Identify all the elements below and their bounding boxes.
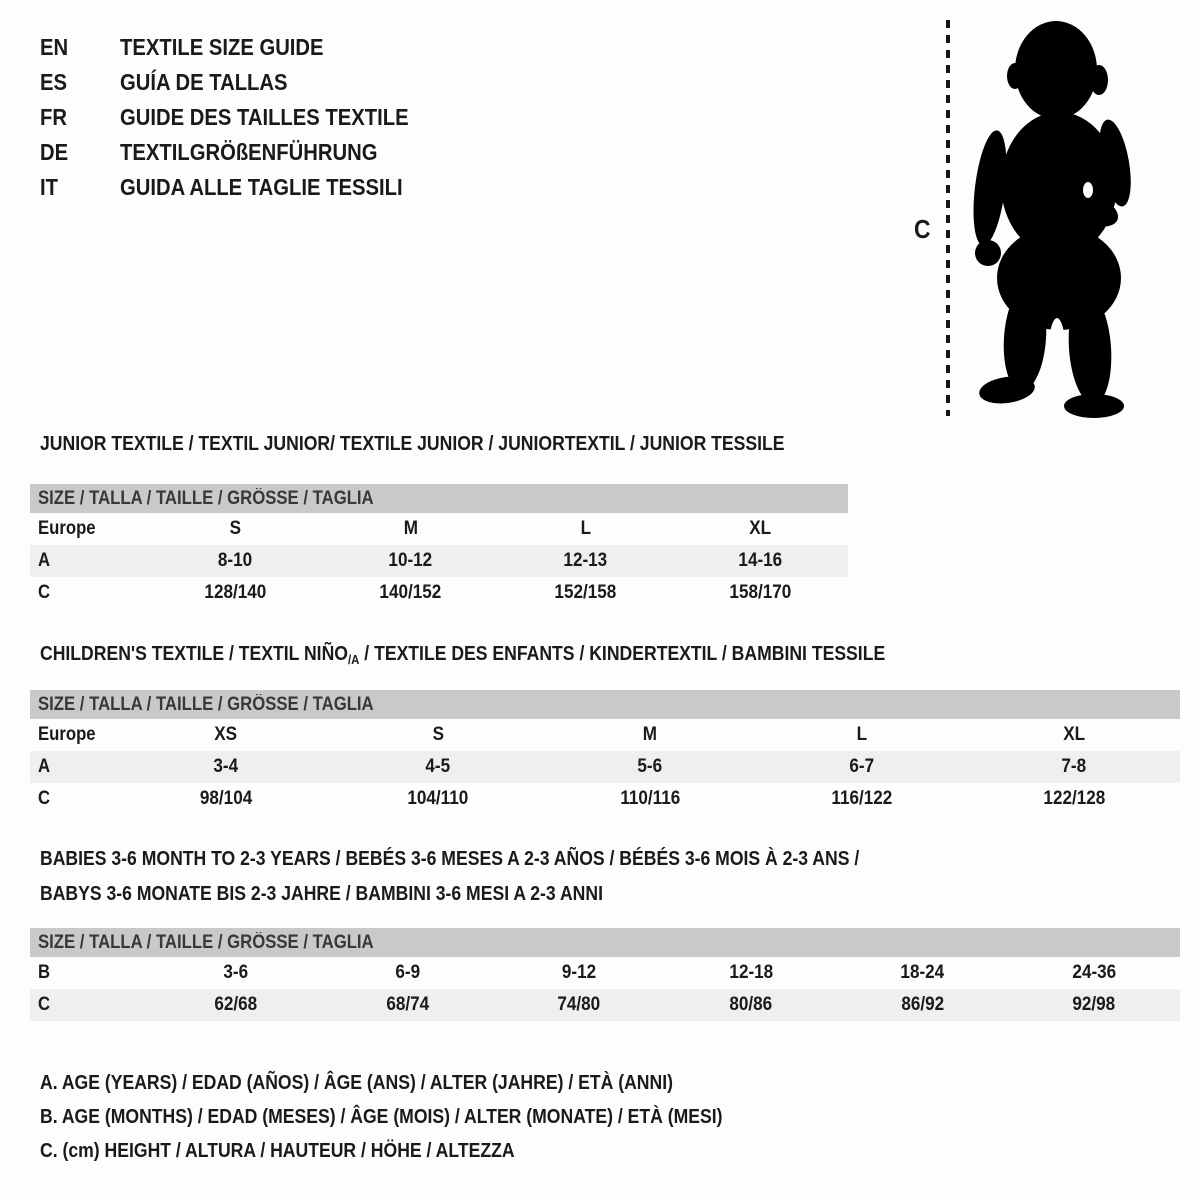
row-label: Europe <box>38 724 96 745</box>
age-cell: 6-7 <box>849 756 875 777</box>
size-cell: S <box>229 518 242 539</box>
height-measure-label: C <box>914 214 931 244</box>
height-cell: 116/122 <box>831 788 893 809</box>
height-cell: 74/80 <box>557 994 601 1015</box>
size-cell: XS <box>214 724 238 745</box>
children-section-title: CHILDREN'S TEXTILE / TEXTIL $NIÑO_{/A}$ / TEXTILE DES ENFANTS / KINDERTEXTIL / BAMBINI TESSILE <box>40 643 886 667</box>
lang-row-es <box>40 65 448 100</box>
row-label: A <box>38 550 51 571</box>
row-label: B <box>38 962 51 983</box>
height-cell: 68/74 <box>386 994 429 1015</box>
lang-title-en: TEXTILE SIZE GUIDE <box>120 34 324 60</box>
lang-code-es: ES <box>40 69 68 95</box>
height-cell: 104/110 <box>407 788 469 809</box>
height-cell: 62/68 <box>214 994 258 1015</box>
age-cell: 14-16 <box>738 550 783 571</box>
lang-title-fr: GUIDE DES TAILLES TEXTILE <box>120 104 409 130</box>
age-cell: 10-12 <box>388 550 433 571</box>
age-months-cell: 24-36 <box>1072 962 1117 983</box>
height-cell: 110/116 <box>620 788 680 809</box>
size-cell: S <box>432 724 444 745</box>
row-label: Europe <box>38 518 96 539</box>
lang-title-it: GUIDA ALLE TAGLIE TESSILI <box>120 174 403 200</box>
babies-size-table <box>30 928 1180 1021</box>
age-cell: 5-6 <box>637 756 663 777</box>
children-size-table <box>30 690 1180 815</box>
legend-age-months: B. AGE (MONTHS) / EDAD (MESES) / ÂGE (MOIS) / ALTER (MONATE) / ETÀ (MESI) <box>40 1105 723 1128</box>
babies-section-title-line1: BABIES 3-6 MONTH TO 2-3 YEARS / BEBÉS 3-6 MESES A 2-3 AÑOS / BÉBÉS 3-6 MOIS À 2-3 ANS / <box>40 848 860 870</box>
table-row <box>30 783 1180 815</box>
age-months-cell: 6-9 <box>395 962 420 983</box>
lang-title-es: GUÍA DE TALLAS <box>120 69 288 95</box>
row-label: C <box>38 788 51 809</box>
height-cell: 92/98 <box>1072 994 1116 1015</box>
height-cell: 140/152 <box>379 582 442 603</box>
table-row <box>30 957 1180 989</box>
height-cell: 98/104 <box>199 788 253 809</box>
size-cell: XL <box>1063 724 1085 745</box>
babies-size-header-label: SIZE / TALLA / TAILLE / GRÖSSE / TAGLIA <box>38 932 374 953</box>
height-cell: 152/158 <box>554 582 617 603</box>
height-cell: 80/86 <box>729 994 773 1015</box>
size-cell: M <box>403 518 418 539</box>
age-months-cell: 3-6 <box>223 962 249 983</box>
lang-code-de: DE <box>40 139 69 165</box>
row-label: C <box>38 994 51 1015</box>
height-measure-dashed-line <box>946 20 950 416</box>
height-cell: 86/92 <box>901 994 944 1015</box>
height-cell: 128/140 <box>204 582 267 603</box>
size-cell: L <box>856 724 868 745</box>
junior-size-header-bar <box>30 484 848 513</box>
row-label: C <box>38 582 51 603</box>
lang-row-en <box>40 30 448 65</box>
nino-a-subscript: /A <box>347 652 360 667</box>
table-row <box>30 545 848 577</box>
size-cell: M <box>642 724 658 745</box>
children-size-header-bar <box>30 690 1180 719</box>
lang-code-fr: FR <box>40 104 67 130</box>
legend-block <box>40 1066 816 1168</box>
children-size-header-label: SIZE / TALLA / TAILLE / GRÖSSE / TAGLIA <box>38 694 374 715</box>
table-row <box>30 989 1180 1021</box>
row-label: A <box>38 756 51 777</box>
table-row <box>30 577 848 609</box>
lang-code-it: IT <box>40 174 58 200</box>
age-months-cell: 12-18 <box>728 962 773 983</box>
height-cell: 158/170 <box>729 582 792 603</box>
legend-age-years: A. AGE (YEARS) / EDAD (AÑOS) / ÂGE (ANS) / ALTER (JAHRE) / ETÀ (ANNI) <box>40 1071 673 1094</box>
language-title-block <box>40 30 448 205</box>
age-cell: 12-13 <box>563 550 608 571</box>
size-cell: L <box>580 518 591 539</box>
height-cell: 122/128 <box>1043 788 1105 809</box>
toddler-silhouette-illustration <box>962 16 1142 420</box>
legend-height-cm: C. (cm) HEIGHT / ALTURA / HAUTEUR / HÖHE / ALTEZZA <box>40 1139 515 1162</box>
table-row <box>30 719 1180 751</box>
age-months-cell: 18-24 <box>900 962 945 983</box>
lang-title-de: TEXTILGRÖßENFÜHRUNG <box>120 139 378 165</box>
junior-size-header-label: SIZE / TALLA / TAILLE / GRÖSSE / TAGLIA <box>38 488 374 509</box>
age-cell: 4-5 <box>425 756 451 777</box>
lang-row-de <box>40 135 448 170</box>
table-row <box>30 513 848 545</box>
junior-section-title: JUNIOR TEXTILE / TEXTIL JUNIOR/ TEXTILE JUNIOR / JUNIORTEXTIL / JUNIOR TESSILE <box>40 433 785 455</box>
junior-size-table <box>30 484 848 609</box>
age-cell: 8-10 <box>218 550 253 571</box>
babies-size-header-bar <box>30 928 1180 957</box>
table-row <box>30 751 1180 783</box>
lang-row-it <box>40 170 448 205</box>
babies-section-title-line2: BABYS 3-6 MONATE BIS 2-3 JAHRE / BAMBINI 3-6 MESI A 2-3 ANNI <box>40 883 603 905</box>
lang-code-en: EN <box>40 34 69 60</box>
lang-row-fr <box>40 100 448 135</box>
age-months-cell: 9-12 <box>562 962 597 983</box>
age-cell: 3-4 <box>213 756 239 777</box>
age-cell: 7-8 <box>1061 756 1087 777</box>
size-cell: XL <box>749 518 772 539</box>
